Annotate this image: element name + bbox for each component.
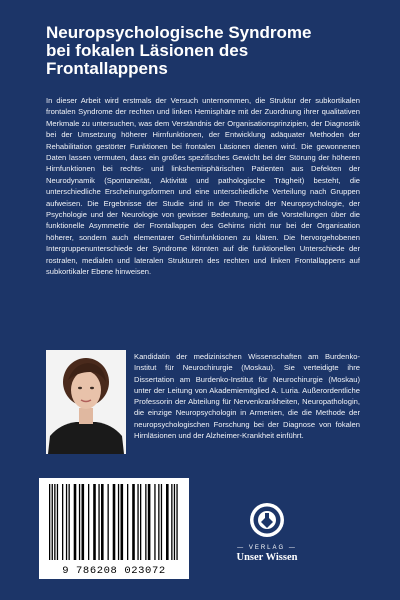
publisher-verlag-label: — VERLAG — [237, 545, 297, 551]
publisher-name: Unser Wissen [236, 552, 298, 563]
author-bio: Kandidatin der medizinischen Wissenschaften am Burdenko-Institut für Neurochirurgie (Moskau). Sie verteidigte ihre Dissertation am Burdenko-Institut für Neurochirurgie (Moskau) unter der Leitung von Akademiemitglied A. Luria. Außerordentliche Professorin der Abteilung für Nervenkrankheiten, Neuropathologin, die einzige Neuropsychologin in Armenien, die die Methode der neuropsychologischen Forschung bei der Diagnose von fokalen Hirnläsionen und der Alzheimer-Krankheit einführt. [134, 352, 360, 441]
publisher-seal-icon [249, 502, 285, 538]
publisher-logo [232, 502, 302, 563]
barcode-bars [39, 478, 189, 564]
book-title: Neuropsychologische Syndrome bei fokalen Läsionen des Frontallappens [46, 23, 312, 78]
author-portrait-image [46, 350, 126, 454]
isbn-barcode [39, 478, 189, 579]
author-photo [46, 350, 126, 454]
book-abstract: In dieser Arbeit wird erstmals der Versuch unternommen, die Struktur der subkortikalen frontalen Syndrome der rechten und linken Hemisphäre mit der Zuordnung ihrer qualitativen Merkmale zu untersuchen, was dem Verständnis der Organisationsprinzipien, der Diagnostik bei der Umsetzung höherer Hirnfunktionen, der Entwicklung adäquater Methoden der Rehabilitation gestörter Funktionen bei frontalen Läsionen dienen wird. Die gewonnenen Daten lassen vermuten, dass ein großes spezifisches Gewicht bei der Störung der höheren Hirnfunktionen bei rechts- und linkshemisphärischen Patienten aus Defekten der Neurodynamik (Spontaneität, Aktivität und pathologische Trägheit) besteht, die unterschiedliche Erscheinungsformen und eine unterschiedliche Verteilung nach Gruppen aufweisen. Die Ergebnisse der Studie sind in der Theorie der Neuropsychologie, der Psychologie und der Neurologie von gewisser Bedeutung, um die Vorstellungen über die funktionelle Asymmetrie der Frontallappen des Gehirns nicht nur bei der Organisation höherer, sondern auch elementarer Gehirnfunktionen zu klären. Die hervorgehobenen Intergruppenunterschiede der Syndrome könnten auf die funktionellen Unterschiede der rostralen, medialen und lateralen Strukturen des rechten und linken Frontallappens auf subkortikaler Ebene hinweisen. [46, 96, 360, 277]
barcode-number: 9 786208 023072 [62, 565, 166, 577]
